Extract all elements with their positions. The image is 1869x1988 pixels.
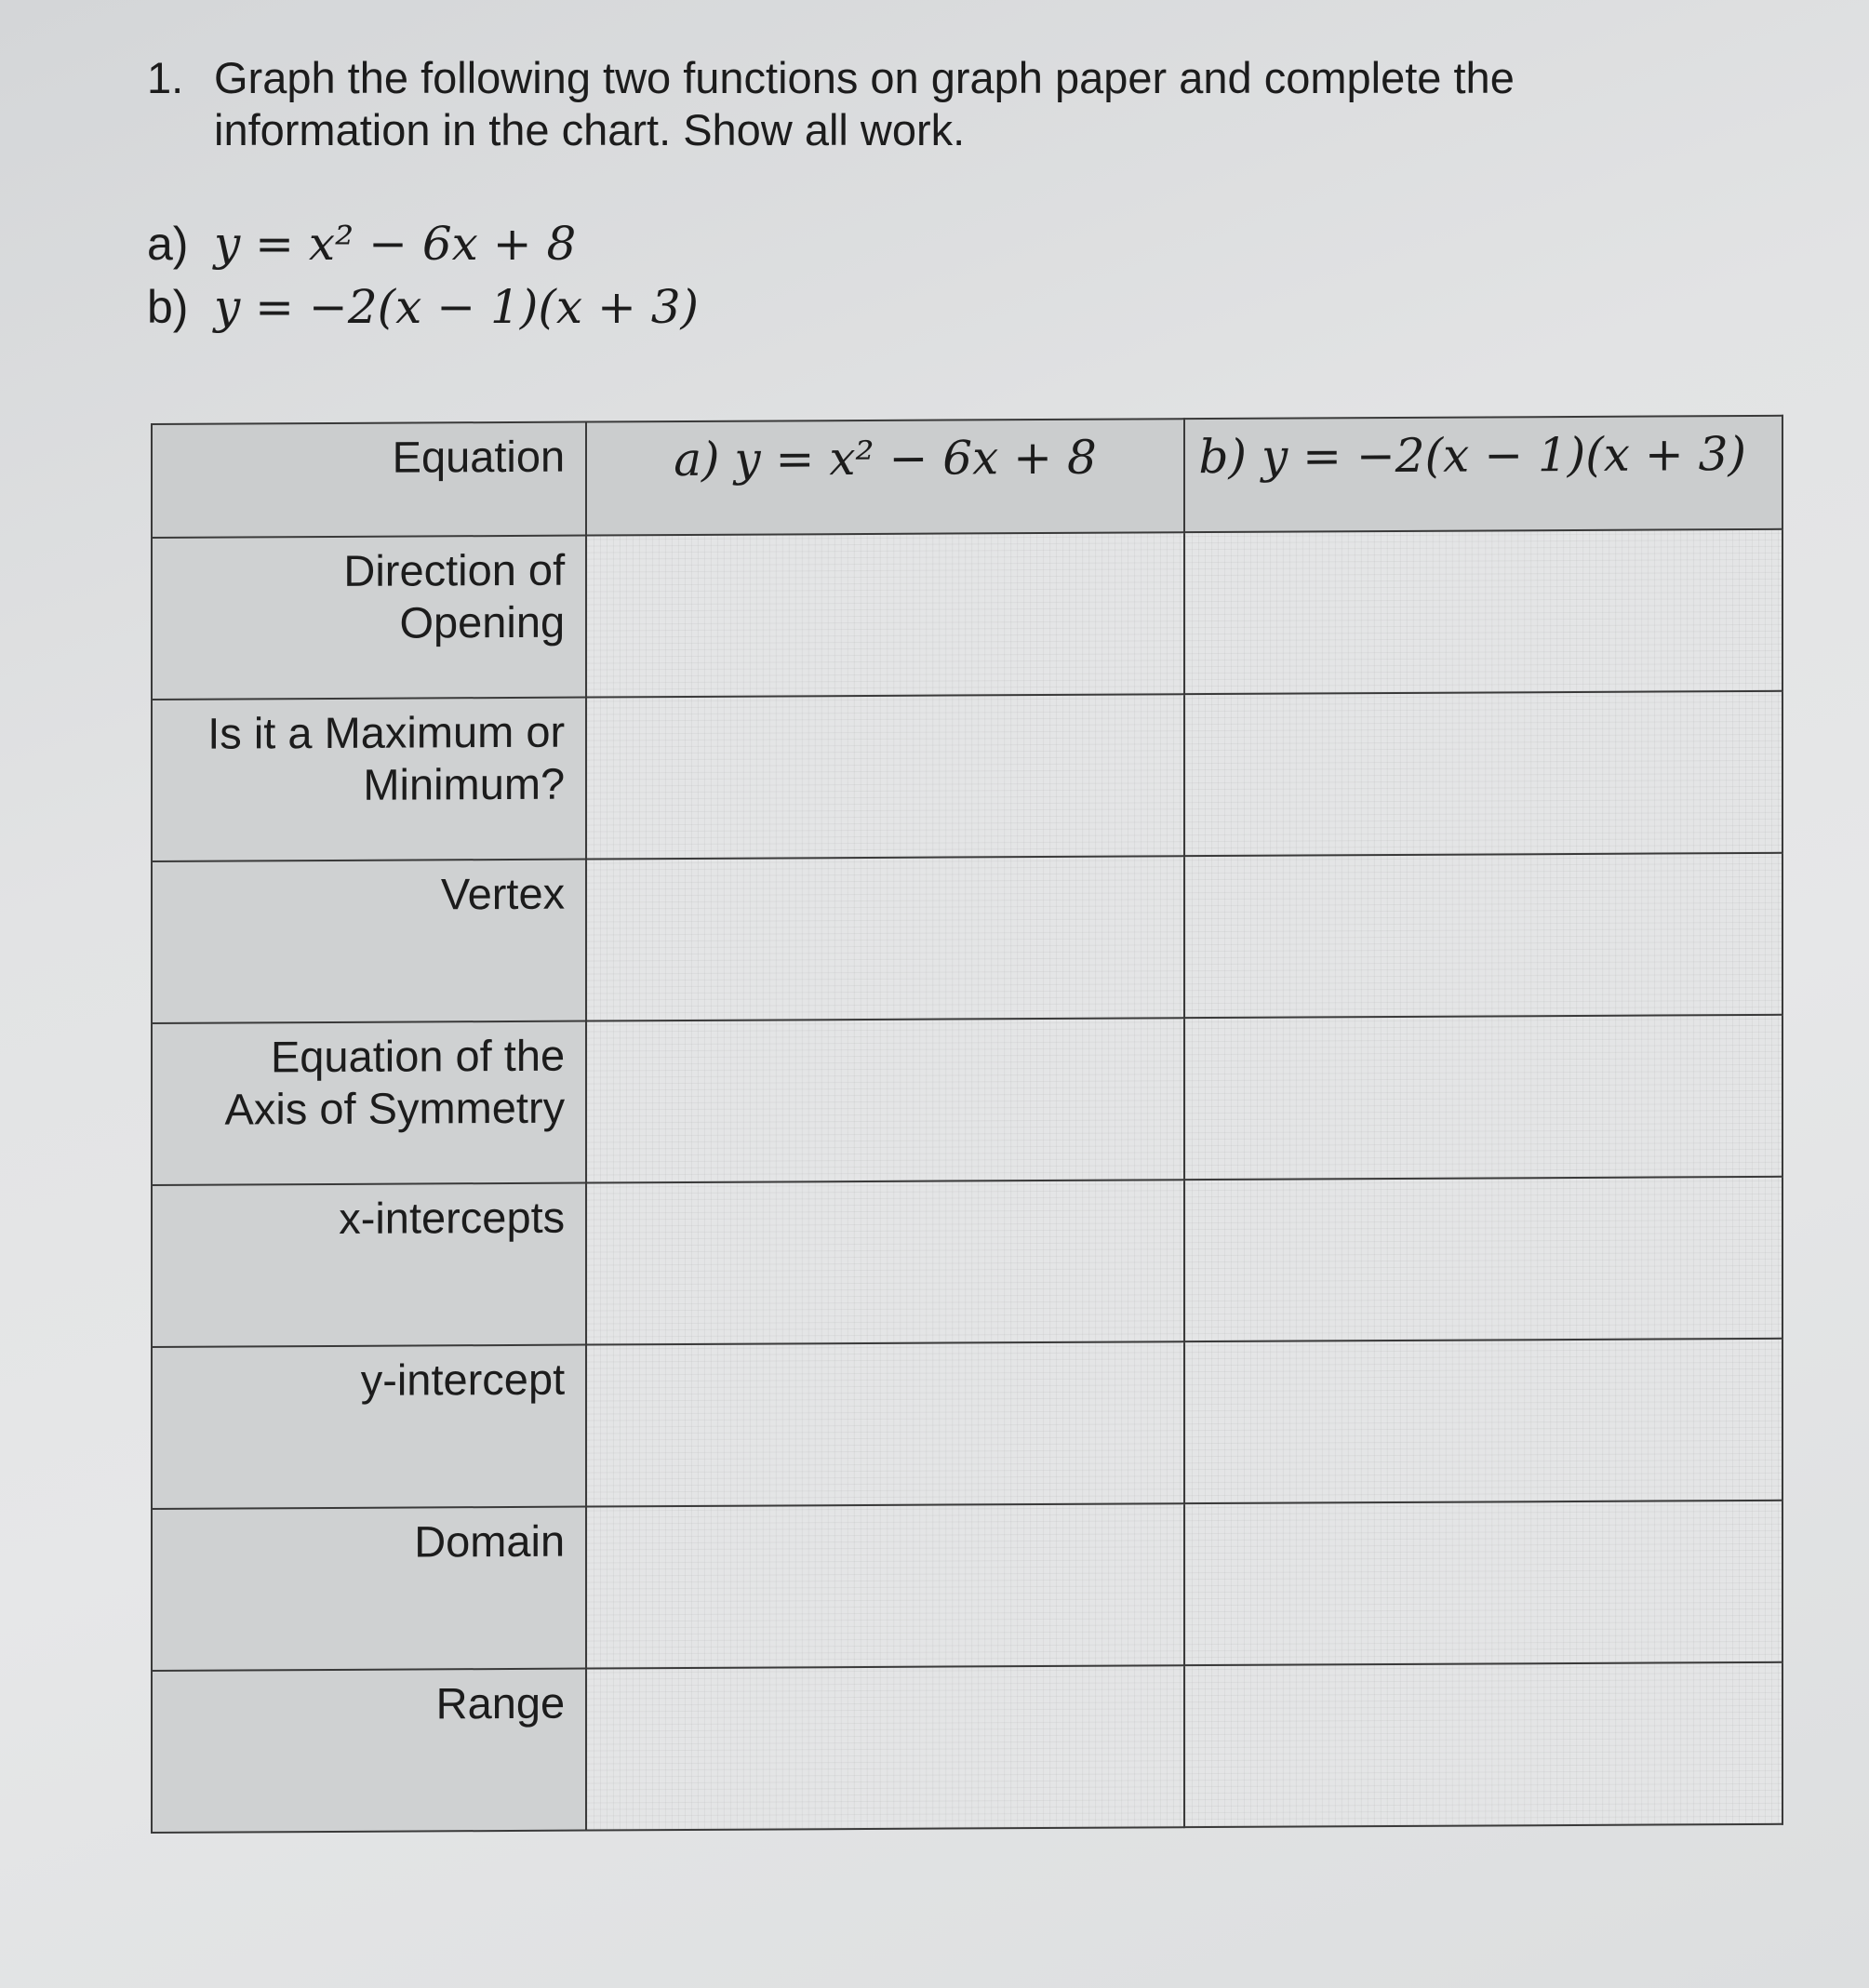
problem-text-line-1: Graph the following two functions on graph paper and complete the xyxy=(214,53,1515,102)
row-label-line-1: Direction of xyxy=(343,544,566,595)
function-a-equation: y = x² − 6x + 8 xyxy=(214,217,577,271)
chart-row-domain xyxy=(152,1501,1782,1671)
row-label-range xyxy=(152,1669,586,1833)
problem-statement xyxy=(147,52,1729,156)
chart-row-direction xyxy=(152,529,1782,700)
header-col-a-equation: a) y = x² − 6x + 8 xyxy=(674,430,1097,487)
answer-cell-x-intercepts-b[interactable] xyxy=(1184,1177,1782,1341)
header-col-a xyxy=(586,419,1184,535)
row-label-domain xyxy=(152,1507,586,1671)
row-label-y-intercept xyxy=(152,1345,586,1509)
row-label-direction xyxy=(152,536,586,700)
answer-cell-vertex-a[interactable] xyxy=(586,856,1184,1021)
row-label-line-1: Domain xyxy=(414,1515,566,1567)
chart-row-axis-of-symmetry xyxy=(152,1015,1782,1185)
problem-number: 1. xyxy=(147,53,184,102)
header-label-cell xyxy=(152,422,586,538)
answer-cell-axis-a[interactable] xyxy=(586,1018,1184,1182)
row-label-vertex xyxy=(152,860,586,1023)
function-b-equation: y = −2(x − 1)(x + 3) xyxy=(214,280,700,334)
answer-cell-x-intercepts-a[interactable] xyxy=(586,1180,1184,1344)
problem-line-1 xyxy=(147,52,1729,104)
answer-cell-range-a[interactable] xyxy=(586,1665,1184,1830)
function-a xyxy=(147,212,1263,275)
header-label: Equation xyxy=(392,431,566,482)
chart-header-row xyxy=(152,416,1782,538)
row-label-line-2: Minimum? xyxy=(363,758,566,809)
chart-row-vertex xyxy=(152,853,1782,1023)
chart-row-x-intercepts xyxy=(152,1177,1782,1347)
function-b-label: b) xyxy=(147,281,189,333)
answer-cell-domain-b[interactable] xyxy=(1184,1501,1782,1665)
function-b xyxy=(147,275,1263,339)
header-col-b xyxy=(1184,416,1782,532)
row-label-line-1: y-intercept xyxy=(360,1354,566,1405)
answer-cell-max-min-b[interactable] xyxy=(1184,691,1782,856)
row-label-axis-of-symmetry xyxy=(152,1021,586,1185)
row-label-line-1: Range xyxy=(435,1677,566,1728)
row-label-line-1: x-intercepts xyxy=(339,1192,566,1243)
row-label-x-intercepts xyxy=(152,1183,586,1347)
answer-cell-domain-a[interactable] xyxy=(586,1503,1184,1668)
problem-text-line-2: information in the chart. Show all work. xyxy=(214,105,966,154)
row-label-line-1: Is it a Maximum or xyxy=(207,706,566,758)
chart-row-max-min xyxy=(152,691,1782,861)
row-label-max-min xyxy=(152,698,586,861)
answer-cell-max-min-a[interactable] xyxy=(586,694,1184,859)
row-label-line-1: Equation of the xyxy=(270,1030,566,1082)
answer-cell-vertex-b[interactable] xyxy=(1184,853,1782,1018)
answer-cell-y-intercept-b[interactable] xyxy=(1184,1339,1782,1503)
answer-cell-direction-a[interactable] xyxy=(586,532,1184,697)
answer-cell-y-intercept-a[interactable] xyxy=(586,1341,1184,1506)
chart-row-range xyxy=(152,1662,1782,1833)
chart-row-y-intercept xyxy=(152,1339,1782,1509)
row-label-line-2: Opening xyxy=(399,596,566,647)
parabola-chart xyxy=(151,415,1783,1834)
answer-cell-axis-b[interactable] xyxy=(1184,1015,1782,1180)
answer-cell-direction-b[interactable] xyxy=(1184,529,1782,694)
answer-cell-range-b[interactable] xyxy=(1184,1662,1782,1827)
header-col-b-equation: b) y = −2(x − 1)(x + 3) xyxy=(1198,427,1746,485)
row-label-line-2: Axis of Symmetry xyxy=(224,1082,566,1134)
row-label-line-1: Vertex xyxy=(440,868,566,919)
function-list xyxy=(147,212,1263,339)
function-a-label: a) xyxy=(147,218,189,270)
